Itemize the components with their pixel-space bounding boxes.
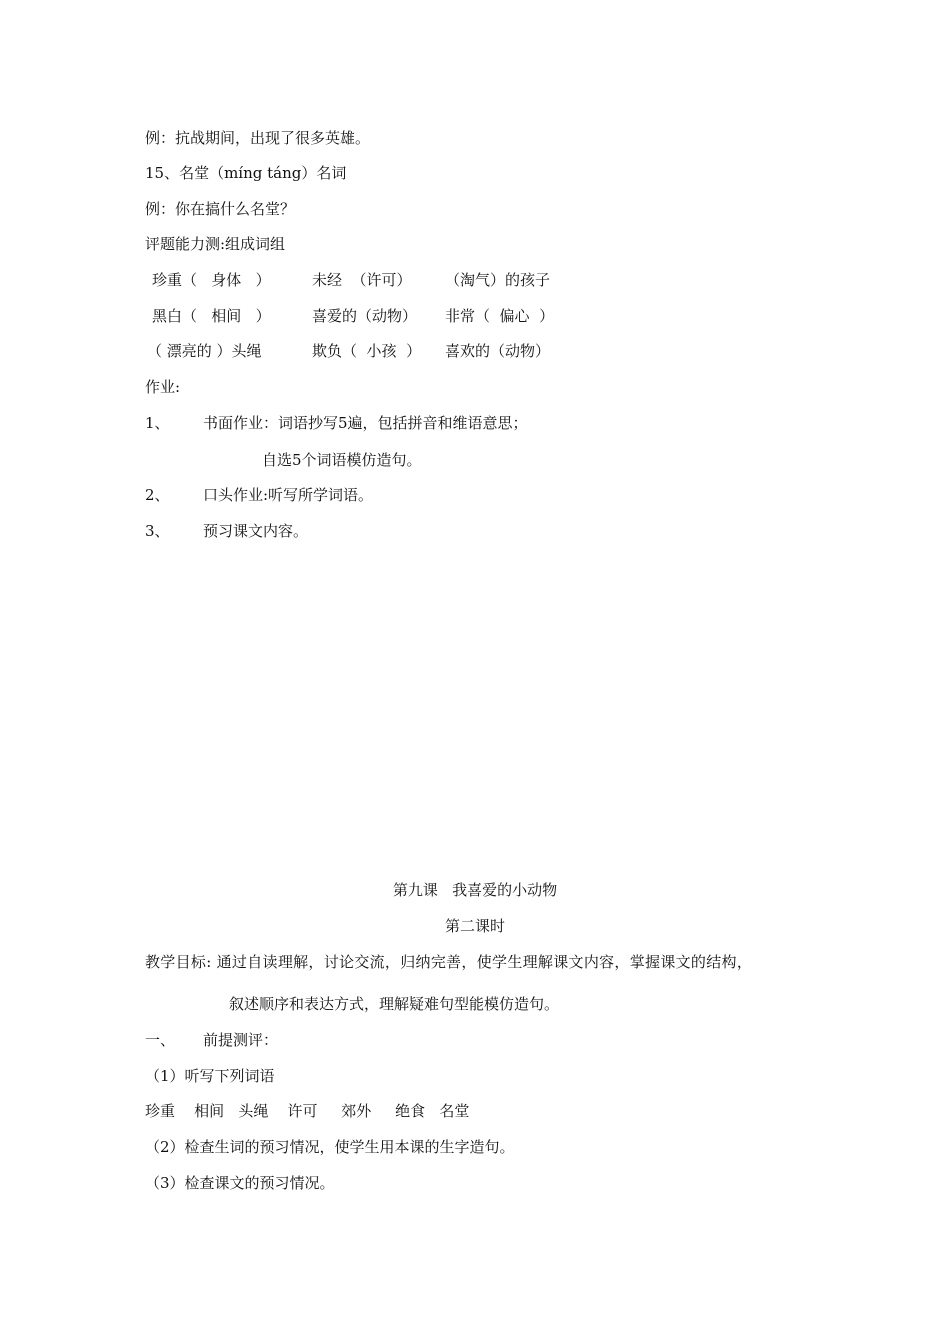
phrase-cell: （淘气）的孩子 xyxy=(445,271,551,289)
example-line: 例：抗战期间，出现了很多英雄。 xyxy=(145,129,371,147)
section-one-number: 一、 xyxy=(145,1031,176,1049)
homework-number: 1、 xyxy=(145,414,170,432)
test-item-2: （2）检查生词的预习情况，使学生用本课的生字造句。 xyxy=(145,1138,515,1156)
phrase-cell: 欺负（ 小孩 ） xyxy=(312,342,422,360)
phrase-cell: （ 漂亮的 ）头绳 xyxy=(147,342,262,360)
teaching-objective-line2: 叙述顺序和表达方式，理解疑难句型能模仿造句。 xyxy=(229,995,560,1013)
phrase-cell: 未经 （许可） xyxy=(312,271,412,289)
homework-text: 书面作业：词语抄写5遍，包括拼音和维语意思； xyxy=(203,414,528,432)
session-title: 第二课时 xyxy=(444,917,505,935)
lesson-title: 第九课 我喜爱的小动物 xyxy=(392,881,558,899)
homework-number: 2、 xyxy=(145,486,170,504)
homework-text: 口头作业:听写所学词语。 xyxy=(203,486,374,504)
homework-heading: 作业: xyxy=(145,378,181,396)
quiz-heading: 评题能力测:组成词组 xyxy=(145,235,286,253)
phrase-cell: 喜欢的（动物） xyxy=(445,342,551,360)
test-item-1: （1）听写下列词语 xyxy=(145,1067,275,1085)
phrase-cell: 非常（ 偏心 ） xyxy=(445,307,555,325)
phrase-cell: 喜爱的（动物） xyxy=(312,307,418,325)
homework-number: 3、 xyxy=(145,522,170,540)
vocab-item-15: 15、名堂（míng táng）名词 xyxy=(145,164,347,182)
test-item-3: （3）检查课文的预习情况。 xyxy=(145,1174,335,1192)
section-one-title: 前提测评： xyxy=(203,1031,279,1049)
phrase-cell: 黑白（ 相间 ） xyxy=(152,307,271,325)
teaching-objective-line1: 教学目标: 通过自读理解，讨论交流，归纳完善，使学生理解课文内容，掌握课文的结构， xyxy=(145,953,753,971)
example-15: 例：你在搞什么名堂？ xyxy=(145,200,296,218)
homework-text: 预习课文内容。 xyxy=(203,522,309,540)
phrase-cell: 珍重（ 身体 ） xyxy=(152,271,271,289)
dictation-word-list: 珍重 相间 头绳 许可 郊外 绝食 名堂 xyxy=(145,1102,470,1120)
homework-text: 自选5个词语模仿造句。 xyxy=(262,451,422,469)
